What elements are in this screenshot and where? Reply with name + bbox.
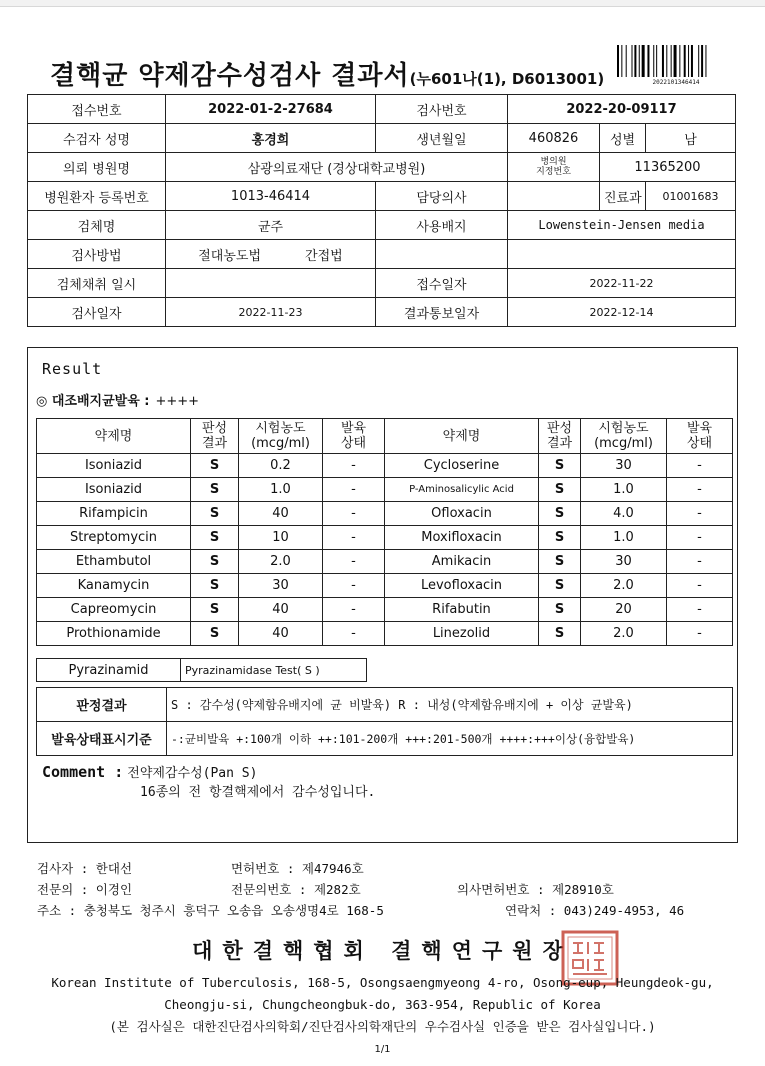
collect-value <box>166 269 376 298</box>
growth-status: - <box>667 478 733 502</box>
judge-result: S <box>191 598 239 622</box>
drug-name: Isoniazid <box>37 478 191 502</box>
col-conc: 시험농도 (mcg/ml) <box>239 419 323 454</box>
drug-name: Ofloxacin <box>385 502 539 526</box>
test-conc: 1.0 <box>581 478 667 502</box>
specimen-value: 균주 <box>166 211 376 240</box>
judge-result: S <box>539 622 581 646</box>
comment-line-2: 16종의 전 항결핵제에서 감수성입니다. <box>140 785 376 800</box>
reception-no-label: 접수번호 <box>28 95 166 124</box>
sex-value: 남 <box>646 124 736 153</box>
control-growth <box>36 390 199 409</box>
judge-result: S <box>539 526 581 550</box>
control-growth-label: ◎ 대조배지균발육 : <box>36 394 150 409</box>
judge-result: S <box>539 454 581 478</box>
judge-result: S <box>539 550 581 574</box>
judge-result: S <box>191 526 239 550</box>
judge-result: S <box>191 574 239 598</box>
test-conc: 30 <box>239 574 323 598</box>
result-section <box>27 347 738 843</box>
growth-legend-label: 발육상태표시기준 <box>37 722 167 756</box>
doctor-name <box>508 182 600 211</box>
drug-name: Streptomycin <box>37 526 191 550</box>
judge-result: S <box>191 454 239 478</box>
drug-row <box>37 502 733 526</box>
received-date: 2022-11-22 <box>508 269 736 298</box>
test-no: 2022-20-09117 <box>508 95 736 124</box>
drug-name: Amikacin <box>385 550 539 574</box>
patient-name: 홍경희 <box>166 124 376 153</box>
growth-legend: -:균비발육 +:100개 이하 ++:101-200개 +++:201-500개 ++++:+++이상(융합발육) <box>167 722 733 756</box>
drug-name: Capreomycin <box>37 598 191 622</box>
received-label: 접수일자 <box>376 269 508 298</box>
test-conc: 4.0 <box>581 502 667 526</box>
drug-result-table <box>36 418 733 646</box>
patient-name-label: 수검자 성명 <box>28 124 166 153</box>
judge-result: S <box>191 478 239 502</box>
growth-status: - <box>667 502 733 526</box>
col-growth: 발육 상태 <box>323 419 385 454</box>
drug-table-header <box>37 419 733 454</box>
judge-result: S <box>539 502 581 526</box>
growth-status: - <box>323 454 385 478</box>
col-drug: 약제명 <box>37 419 191 454</box>
growth-status: - <box>667 574 733 598</box>
address-en-1: Korean Institute of Tuberculosis, 168-5, Osongsaengmyeong 4-ro, Osong-eup, Heungdeok-gu, <box>51 975 714 990</box>
tester: 검사자 : 한대선 <box>37 861 133 876</box>
pyrazinamid-test: Pyrazinamidase Test( S ) <box>181 659 367 682</box>
test-conc: 1.0 <box>239 478 323 502</box>
test-conc: 40 <box>239 502 323 526</box>
judge-result: S <box>191 550 239 574</box>
doctor-label: 담당의사 <box>376 182 508 211</box>
patient-reg-label: 병원환자 등록번호 <box>28 182 166 211</box>
tester-license: 면허번호 : 제47946호 <box>231 861 364 876</box>
specialist: 전문의 : 이경인 <box>37 882 133 897</box>
drug-name: Moxifloxacin <box>385 526 539 550</box>
judge-result: S <box>539 478 581 502</box>
drug-row <box>37 598 733 622</box>
test-conc: 20 <box>581 598 667 622</box>
test-conc: 2.0 <box>239 550 323 574</box>
test-conc: 30 <box>581 550 667 574</box>
drug-name: Kanamycin <box>37 574 191 598</box>
growth-status: - <box>323 598 385 622</box>
judge-result: S <box>191 622 239 646</box>
judge-result: S <box>539 574 581 598</box>
report-date: 2022-12-14 <box>508 298 736 327</box>
medium-value: Lowenstein-Jensen media <box>508 211 736 240</box>
test-conc: 0.2 <box>239 454 323 478</box>
barcode-image <box>617 45 735 77</box>
result-heading: Result <box>42 360 103 378</box>
drug-name: Linezolid <box>385 622 539 646</box>
drug-row <box>37 574 733 598</box>
control-growth-value: ++++ <box>155 394 200 409</box>
col-judge: 판성 결과 <box>191 419 239 454</box>
drug-name: Isoniazid <box>37 454 191 478</box>
test-date: 2022-11-23 <box>166 298 376 327</box>
doctor-license: 의사면허번호 : 제28910호 <box>457 882 614 897</box>
method-label: 검사방법 <box>28 240 166 269</box>
lab-address: 주소 : 충청북도 청주시 흥덕구 오송읍 오송생명4로 168-5 <box>37 903 384 918</box>
growth-status: - <box>323 478 385 502</box>
growth-status: - <box>667 550 733 574</box>
barcode-number: 2022101346414 <box>652 79 700 86</box>
pyrazinamid-table <box>36 658 367 682</box>
test-conc: 2.0 <box>581 622 667 646</box>
growth-status: - <box>323 622 385 646</box>
test-conc: 10 <box>239 526 323 550</box>
sex-label: 성별 <box>600 124 646 153</box>
hospital-code: 11365200 <box>600 153 736 182</box>
growth-status: - <box>667 526 733 550</box>
title-code: (누601나(1), D6013001) <box>409 70 605 88</box>
drug-name: Rifabutin <box>385 598 539 622</box>
judge-result: S <box>539 598 581 622</box>
drug-row <box>37 478 733 502</box>
col-judge-2: 판성 결과 <box>539 419 581 454</box>
certification-note: (본 검사실은 대한진단검사의학회/진단검사의학재단의 우수검사실 인증을 받은 검사실입니다.) <box>109 1019 656 1034</box>
birth-label: 생년월일 <box>376 124 508 153</box>
report-page <box>0 6 765 1066</box>
title-text: 결핵균 약제감수성검사 결과서 <box>50 61 410 91</box>
test-conc: 1.0 <box>581 526 667 550</box>
growth-status: - <box>323 526 385 550</box>
drug-name: Rifampicin <box>37 502 191 526</box>
hospital-code-label: 병의원 지정번호 <box>508 153 600 182</box>
test-conc: 40 <box>239 622 323 646</box>
growth-status: - <box>323 574 385 598</box>
growth-status: - <box>667 598 733 622</box>
growth-status: - <box>323 502 385 526</box>
growth-status: - <box>667 454 733 478</box>
page-number: 1/1 <box>374 1044 391 1055</box>
medium-label: 사용배지 <box>376 211 508 240</box>
comment-label: Comment : <box>42 763 124 781</box>
col-drug-2: 약제명 <box>385 419 539 454</box>
test-conc: 40 <box>239 598 323 622</box>
report-date-label: 결과통보일자 <box>376 298 508 327</box>
drug-row <box>37 550 733 574</box>
drug-name: Cycloserine <box>385 454 539 478</box>
drug-name: Ethambutol <box>37 550 191 574</box>
judge-legend: S : 감수성(약제함유배지에 균 비발육) R : 내성(약제함유배지에 + 이상 균발육) <box>167 688 733 722</box>
comment-line-1: 전약제감수성(Pan S) <box>127 766 258 781</box>
test-conc: 2.0 <box>581 574 667 598</box>
growth-status: - <box>667 622 733 646</box>
col-growth-2: 발육 상태 <box>667 419 733 454</box>
institution-name: 대한결핵협회 결핵연구원장 <box>192 939 573 963</box>
drug-row <box>37 526 733 550</box>
judge-result: S <box>191 502 239 526</box>
test-conc: 30 <box>581 454 667 478</box>
dept-code: 01001683 <box>646 182 736 211</box>
hospital-name: 삼광의료재단 (경상대학교병원) <box>166 153 508 182</box>
test-date-label: 검사일자 <box>28 298 166 327</box>
drug-row <box>37 622 733 646</box>
reception-no: 2022-01-2-27684 <box>166 95 376 124</box>
address-en-2: Cheongju-si, Chungcheongbuk-do, 363-954, Republic of Korea <box>164 997 601 1012</box>
pyrazinamid-label: Pyrazinamid <box>37 659 181 682</box>
col-conc-2: 시험농도 (mcg/ml) <box>581 419 667 454</box>
growth-status: - <box>323 550 385 574</box>
patient-info-table <box>27 94 736 327</box>
hospital-label: 의뢰 병원명 <box>28 153 166 182</box>
lab-contact: 연락처 : 043)249-4953, 46 <box>505 903 685 918</box>
drug-name: P-Aminosalicylic Acid <box>385 478 539 502</box>
method-value: 절대농도법 간접법 <box>166 240 376 269</box>
dept-label: 진료과 <box>600 182 646 211</box>
comment-block <box>42 762 376 800</box>
birth-date: 460826 <box>508 124 600 153</box>
specimen-label: 검체명 <box>28 211 166 240</box>
drug-name: Prothionamide <box>37 622 191 646</box>
drug-row <box>37 454 733 478</box>
drug-name: Levofloxacin <box>385 574 539 598</box>
report-title <box>50 55 604 92</box>
specialist-no: 전문의번호 : 제282호 <box>231 882 361 897</box>
judge-legend-label: 판정결과 <box>37 688 167 722</box>
patient-reg: 1013-46414 <box>166 182 376 211</box>
legend-table <box>36 687 733 756</box>
test-no-label: 검사번호 <box>376 95 508 124</box>
collect-label: 검체채취 일시 <box>28 269 166 298</box>
